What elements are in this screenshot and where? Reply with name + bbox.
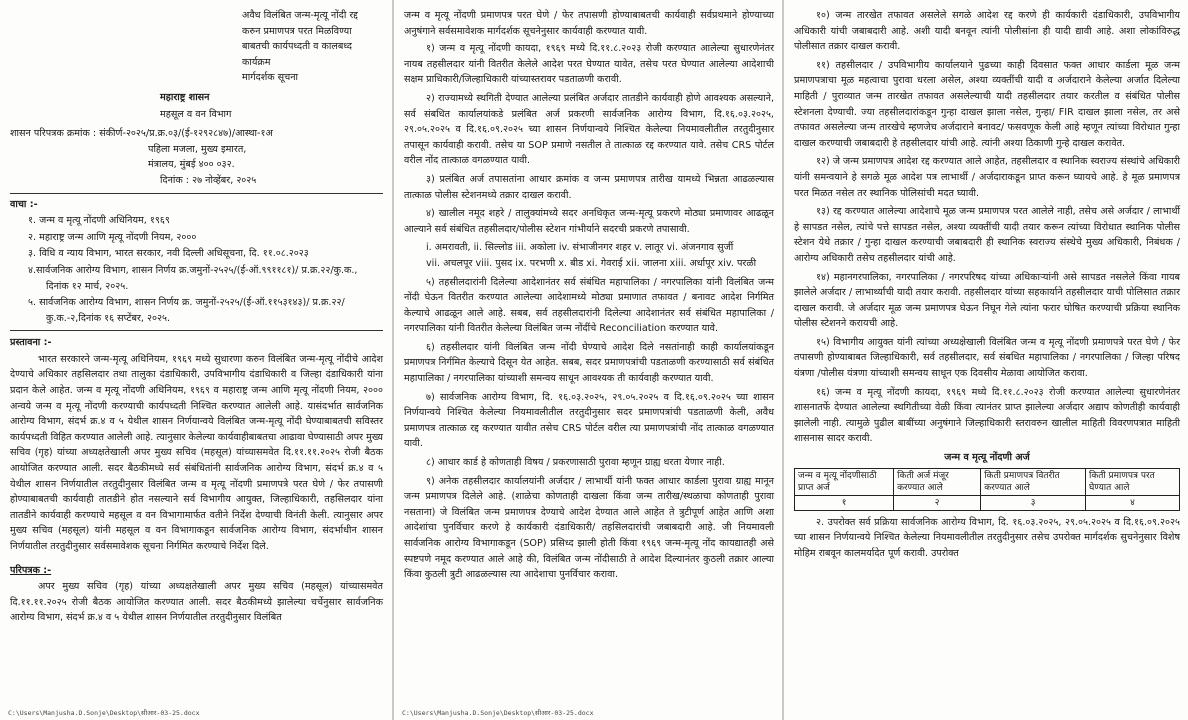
table-header-cell: किती प्रमाणपत्र वितरीत करण्यात आले [981, 468, 1086, 495]
subject-block [242, 8, 383, 86]
table-header-cell: किती प्रमाणपत्र परत घेण्यात आले [1085, 468, 1179, 495]
instruction-point: २) राज्यामध्ये स्थगिती देण्यात आलेल्या प्रलंबित अर्जदार तातडीने कार्यवाही होणे आवश्यक असल्याने, सर्व संबधित कार्यालयांकडे प्रलंबित अर्ज प्रकरणी सार्वजनिक आरोग्य विभाग, दि.१६.०३.२०२५, २९.०५.२०२५ व दि.१६.०९.२०२५ च्या शासन निर्णयान्वये निश्चित केलेल्या नियमावलीतील तरतुदीनुसार तपासून कार्यवाही करावी. तसेच या SOP प्रमाणे नसतील ते तात्काळ रद्द करण्यात यावे. तसेच CRS पोर्टल वरील नोंद तात्काळ वगळण्यात यावी. [404, 92, 774, 167]
reading-item: ५. सार्वजनिक आरोग्य विभाग, शासन निर्णय क्र. जमुनों-२५२५/(ई-ऑ.११५३१४३)/ प्र.क्र.२२/कु.क.-२,दिनांक १६ सप्टेंबर, २०२५. [28, 297, 345, 324]
table-header-cell: जन्म व मृत्यू नोंदणीसाठी प्राप्त अर्ज [795, 468, 894, 495]
department-name: महसूल व वन विभाग [160, 108, 232, 120]
city-list-line: vii. अचलपूर viii. पुसद ix. परभणी x. बीड xi. गेवराई xii. जालना xiii. अर्धापूर xiv. परळी [426, 257, 757, 269]
instruction-point: ७) सार्वजनिक आरोग्य विभाग, दि. १६.०३.२०२५, २९.०५.२०२५ व दि.१६.०९.२०२५ च्या शासन निर्णयान्वये निश्चित केलेल्या नियमावलीतील तरतुदीनुसार सदर प्रमाणपत्रांची पडताळणी केली, अवैध प्रमाणपत्र तात्काळ रद्द करण्यात यावीत तसेच CRS पोर्टल वरील त्या प्रमाणपत्रांची नोंद तात्काळ वगळण्यात यावी. [404, 391, 774, 450]
reading-item: ३. विधि व न्याय विभाग, भारत सरकार, नवी दिल्ली अधिसूचना, दि. ११.०८.२०२३ [28, 248, 309, 260]
continued-paragraph: जन्म व मृत्यू नोंदणी प्रमाणपत्र परत घेणे / फेर तपासणी होण्याबाबतची कार्यवाही सर्वप्रथमाने होण्याच्या अनुषंगाने सर्वसमावेशक मार्गदर्शक सूचनेनुसार कार्यवाही करण्यात यावी. [404, 10, 774, 37]
table-header-row [795, 468, 1180, 495]
government-heading [160, 90, 383, 122]
instruction-point: १३) रद्द करण्यात आलेल्या आदेशाचे मूळ जन्म प्रमाणपत्र परत आलेले नाही, तसेच असे अर्जदार / लाभार्थी हे सापडत नसेल, त्यांचे पत्ते सापडत नसेल, अश्या व्यक्तींची यादी तयार करून त्यांच्या विरोधात स्थानिक पोलीस स्टेशन येथे तक्रार / गुन्हा दाखल करण्याची जबाबदारी ही स्थानिक स्वराज्य संस्थेचे मुख्य अधिकारी, निबंधक / आरोग्य अधिकारी तसेच तहसीलदार यांची आहे. [794, 206, 1180, 264]
address-line: मंत्रालय, मुंबई ४०० ०३२. [148, 159, 235, 171]
table-cell: ३ [981, 495, 1086, 510]
date-value: २७ नोव्हेंबर, २०२५ [192, 174, 257, 186]
table-row [795, 495, 1180, 510]
government-name: महाराष्ट्र शासन [160, 91, 210, 103]
instruction-point: ५) तहसीलदारांनी दिलेल्या आदेशानंतर सर्व संबंधित महापालिका / नगरपालिका यांनी विलंबित जन्म नोंदी घेऊन वितरीत करण्यात आलेल्या आदेशामध्ये मोठ्या प्रमाणात तफावत / बनावट आदेश निर्गमित केल्याचे आढळून आले आहे. सबब, सर्व तहसीलदारांनी दिलेल्या आदेशानंतर सर्व संबंधित महापालिका / नगरपालिका यांनी वितरीत केलेल्या विलंबित जन्म नोंदींचे Reconciliation करण्यात यावे. [404, 276, 774, 335]
closing-paragraph: २. उपरोक्त सर्व प्रक्रिया सार्वजनिक आरोग्य विभाग, दि. १६.०३.२०२५, २९.०५.२०२५ व दि.१६.०९.२०२५ च्या शासन निर्णयान्वये निश्चित केलेल्या नियमावलीतील तरतुदीनुसार तसेच उपरोक्त मार्गदर्शक सुचनेनुसार विशेष मोहिम राबवून कालमर्यादेत पूर्ण करावी. उपरोक्त [794, 516, 1180, 559]
reference-label: शासन परिपत्रक क्रमांक : [10, 128, 97, 140]
subject-line: मार्गदर्शक सूचना [242, 72, 299, 84]
document-page-2 [394, 0, 782, 720]
instruction-point: १५) विभागीय आयुक्त यांनी त्यांच्या अध्यक्षेखाली विलंबित जन्म व मृत्यू नोंदणी प्रमाणपत्रे परत घेणे / फेर तपासणी होण्याबाबत जिल्हाधिकारी, सर्व तहसीलदार, सर्व संबधित महापालिका / नगरपालिका / जिल्हा परिषद यंत्रणा /पोलीस यंत्रणा यांच्याशी समन्वय साधून एक दिवसीय मेळावा आयोजित करावा. [794, 336, 1180, 380]
subject-line: कार्यक्रम [242, 56, 271, 68]
table-cell: १ [795, 495, 894, 510]
preamble-paragraph: भारत सरकारने जन्म-मृत्यू अधिनियम, १९६९ मध्ये सुधारणा करुन विलंबित जन्म-मृत्यू नोंदीचे आदेश देण्याचे अधिकार तहसिलदार तथा तालुका दंडाधिकारी, उपविभागीय दंडाधिकारी व जिल्हा दंडाधिकारी यांना प्रदान केले आहेत. जन्म व मृत्यू नोंदणी अधिनियम, १९६९ व महाराष्ट्र जन्म आणि मृत्यू नोंदणी नियम, २००० अन्वये जन्म व मृत्यू नोंदणी करण्याची कार्यपध्दती निश्चित करण्यात आलेली आहे. यासंदर्भात सार्वजनिक आरोग्य विभाग, संदर्भ क्र.४ व ५ येथील शासन निर्णयान्वये विलंबित जन्म-मृत्यू नोंदी घेण्याबाबतची सविस्तर कार्यपध्दती विहित करण्यात आलेली आहे. त्यानुसार केलेल्या कार्यवाहीबाबतचा आढावा घेण्यासाठी अपर मुख्य सचिव (गृह) यांच्या अध्यक्षतेखाली अपर मुख्य सचिव (महसूल) यांच्यासमवेत दि.११.११.२०२५ रोजी बैठक आयोजित करण्यात आली. सदर बैठकीमध्ये सर्व संबंधितांनी सार्वजनिक आरोग्य विभाग, संदर्भ क्र.४ व ५ येथील शासन निर्णयातील तरतुदीनुसार विलंबित जन्म व मृत्यू नोंदणी प्रमाणपत्रे परत घेणे / फेर तपासणी होण्याबाबतची कार्यवाही तातडीने होत नसल्याने सर्व विभागीय आयुक्त, जिल्हाधिकारी, तहसिलदार यांना तातडीने कार्यवाही करण्याचे महसूल व वन विभागामार्फत वतीने निर्देश देण्याची विनंती केली. त्यानुसार अपर मुख्य सचिव (महसूल) यांनी महसूल व वन विभागाकडून सार्वजनिक आरोग्य विभाग, संदर्भाधीन शासन निर्णयातील तरतुदीनुसार सर्वसमावेशक सूचना निर्गमित करण्याचे निर्देश दिले. [10, 353, 383, 552]
readings-heading: वाचा :- [10, 198, 38, 210]
instruction-point: १६) जन्म व मृत्यू नोंदणी कायदा, १९६९ मध्ये दि.११.८.२०२३ रोजी करण्यात आलेल्या सुधारणेनंतर शासनातर्फे देण्यात आलेल्या स्थगितीच्या वेळी किंवा त्यानंतर प्राप्त झालेल्या अर्जदार अद्याप कोणतीही कार्यवाही झालेली नाही. त्यामुळे पुढील बाबींच्या अनुषंगाने जिल्हाधिकारी स्तरावरुन खालील माहिती विवरणपत्रात माहिती शासनास सादर करावी. [794, 386, 1180, 445]
instruction-point: १) जन्म व मृत्यू नोंदणी कायदा, १९६९ मध्ये दि.११.८.२०२३ रोजी करण्यात आलेल्या सुधारणेनंतर नायब तहसीलदार यांनी वितरीत केलेले आदेश परत घेण्यात यावेत, तसेच परत घेण्यात आलेल्या आदेशाची सक्षम प्राधिकारी/जिल्हाधिकारी यांच्यास्तरावर पडताळणी करावी. [404, 43, 774, 86]
document-page-3 [784, 0, 1188, 720]
table-cell: २ [894, 495, 981, 510]
instruction-point: ८) आधार कार्ड हे कोणताही विषय / प्रकरणासाठी पुरावा म्हणून ग्राह्य धरता येणार नाही. [426, 457, 725, 469]
registration-table [794, 468, 1180, 511]
instruction-point: ६) तहसीलदार यांनी विलंबित जन्म नोंदी घेण्याचे आदेश दिले नसतांनाही काही कार्यालयांकडून प्रमाणपत्र निर्गमित केल्याचे दिसून येत आहेत. सबब, सदर प्रमाणपत्रांची पडताळणी करण्यासाठी सर्व संबंधित महापालिका / नगरपालिका यांच्याशी समन्वय साधून आवश्यक ती कार्यवाही करण्यात यावी. [404, 341, 774, 385]
reference-number: संकीर्ण-२०२५/प्र.क्र.०३/(ई-१२९२८४७)/आस्था-१अ [99, 128, 273, 140]
subject-line: करुन प्रमाणपत्र परत मिळविण्या [242, 25, 352, 37]
file-path-footer: C:\Users\Manjusha.D.Sonje\Desktop\सीआर-03-25.docx [402, 709, 594, 717]
instruction-point: ४) खालील नमूद शहरे / तालुक्यांमध्ये सदर अनधिकृत जन्म-मृत्यू प्रकरणे मोठ्या प्रमाणावर आढळून आल्याने सर्व संबंधित तहसीलदार/पोलीस स्टेशन गांभीर्याने सदरची प्रकरणे तपासावी. [404, 208, 774, 235]
instruction-point: १२) जे जन्म प्रमाणपत्र आदेश रद्द करण्यात आले आहेत, तहसीलदार व स्थानिक स्वराज्य संस्थांचे अधिकारी यांनी समन्वयाने हे सगळे मूळ आदेश पत्र लाभार्थी / अर्जदाराकडून प्राप्त करून घ्यायचे आहे. हे मूळ प्रमाणपत्र परत मिळत नसेल तर स्थानिक पोलिसांची मदत घ्यावी. [794, 156, 1180, 199]
circular-intro-paragraph: अपर मुख्य सचिव (गृह) यांच्या अध्यक्षतेखाली अपर मुख्य सचिव (महसूल) यांच्यासमवेत दि.११.११.२०२५ रोजी बैठक आयोजित करण्यात आली. सदर बैठकीमध्ये झालेल्या चर्चेनुसार सार्वजनिक आरोग्य विभाग, संदर्भ क्र.४ व ५ येथील शासन निर्णयातील तरतुदीनुसार विलंबित [10, 581, 383, 624]
table-cell: ४ [1085, 495, 1179, 510]
city-list-line: i. अमरावती, ii. सिल्लोड iii. अकोला iv. संभाजीनगर शहर v. लातूर vi. अंजनगाव सुर्जी [426, 242, 734, 254]
circular-heading: परिपत्रक :- [10, 564, 52, 576]
address-line: पहिला मजला, मुख्य इमारत, [148, 143, 247, 155]
instruction-point: ३) प्रलंबित अर्ज तपासतांना आधार क्रमांक व जन्म प्रमाणपत्र तारीख यामध्ये भिन्नता आढळल्यास तात्काळ पोलीस स्टेशनमध्ये तक्रार दाखल करावी. [404, 173, 774, 201]
circular-reference [10, 126, 383, 142]
reading-item: ४.सार्वजनिक आरोग्य विभाग, शासन निर्णय क्र.जमुनों-२५२५/(ई-ऑ.९९११८१)/ प्र.क्र.२२/कु.क., दिनांक १२ मार्च, २०२५. [28, 264, 358, 292]
document-page-1 [0, 0, 392, 720]
reading-item: १. जन्म व मृत्यू नोंदणी अधिनियम, १९६९ [28, 215, 170, 227]
date-line [160, 173, 383, 189]
preamble-heading: प्रस्तावना :- [10, 337, 52, 349]
instruction-point: १४) महानगरपालिका, नगरपालिका / नगरपरिषद यांच्या अधिकाऱ्यांनी असे सापडत नसलेले किंवा गायब झालेले अर्जदार / लाभार्थ्यांची यादी तयार करावी. तहसीलदार यांच्या सहकार्याने तहसीलदार याची पोलिसात तक्रार दाखल करावी. जे अर्जदार मूळ जन्म प्रमाणपत्र घेऊन निघून गेले त्यांना फरार घोषित करण्याची प्रक्रिया स्थानिक पोलीस स्टेशनने करायची आहे. [794, 271, 1180, 330]
divider [10, 330, 383, 331]
instruction-point: ११) तहसीलदार / उपविभागीय कार्यालयाने पुढच्या काही दिवसात फक्त आधार कार्डला मूळ जन्म प्रमाणपत्राचा मूळ महत्वाचा पुरावा धरला असेल, अश्या व्यक्तींची यादी व अर्जदाराने केलेल्या अर्जात दिलेल्या माहिती / पुराव्यात जन्म तारखेत तफावत असलेल्याची यादी तहसीलदार तयार करतील व संबंधित पोलीस स्टेशनला देण्याची. ज्या तहसीलदारांकडून गुन्हा दाखल झाला नसेल, गुन्हा/ FIR दाखल झाला नसेल, तर असे तफावत असलेल्या जन्म तारखेचे म्हणजेच अर्जदाराने बनावट/ फसवणूक केली आहे म्हणून त्यांच्या विरोधात गुन्हा दाखल करण्याची जबाबदारी हे तहसीलदार यांची आहे. त्यांनी अश्या ठिकाणी गुन्हे दाखल करावेत. [794, 59, 1180, 149]
instruction-point: ९) अनेक तहसीलदार कार्यालयांनी अर्जदार / लाभार्थी यांनी फक्त आधार कार्डला पुरावा ग्राह्य मानून जन्म प्रमाणपत्र दिलेले आहे. (शाळेचा कोणताही दाखला किंवा जन्म तारीख/स्थळाचा कोणताही पुरावा नसताना) जे विलंबित जन्म प्रमाणपत्र देण्याचे आदेश देण्यात आले आहेत ते त्रुटीपूर्ण आहेत आणि अशा आदेशांचा पुनर्विचार करणे हे कार्यकारी दंडाधिकारी/ तहसिलदारांची जबाबदारी आहे. जी नियमावली सार्वजनिक आरोग्य विभागाकडून (SOP) प्रसिध्द झाली होती किंवा १९६९ जन्म-मृत्यू नोंद कायद्यातही असे स्पष्टपणे नमूद करण्यात आले आहे की, विलंबित जन्म नोंदीसाठी ते आदेश दिल्यानंतर कुठली तक्रार आल्या किंवा कुठली त्रुटी आढळल्यास त्या आदेशाचा पुनर्विचार करावा. [404, 475, 774, 581]
date-label: दिनांक : [160, 174, 190, 186]
city-list [426, 240, 774, 271]
file-path-footer: C:\Users\Manjusha.D.Sonje\Desktop\सीआर-03-25.docx [8, 709, 200, 717]
subject-line: अवैध विलंबित जन्म-मृत्यू नोंदी रद्द [242, 10, 358, 21]
instruction-point: १०) जन्म तारखेत तफावत असलेले सगळे आदेश रद्द करणे ही कार्यकारी दंडाधिकारी, उपविभागीय अधिकारी यांची जबाबदारी आहे. अशी यादी बनवून त्यांनी पोलीसांना ही यादी द्यावी आहे. अशा लोकांविरुद्ध पोलीसात तक्रार दाखल करावी. [794, 10, 1180, 53]
readings-list [10, 213, 383, 326]
reading-item: २. महाराष्ट्र जन्म आणि मृत्यू नोंदणी नियम, २००० [28, 231, 197, 243]
table-header-cell: किती अर्ज मंजूर करण्यात आले [894, 468, 981, 495]
divider [10, 193, 383, 194]
subject-line: बाबतची कार्यपध्दती व कालबध्द [242, 41, 353, 53]
table-title: जन्म व मृत्यू नोंदणी अर्ज [944, 452, 1030, 464]
